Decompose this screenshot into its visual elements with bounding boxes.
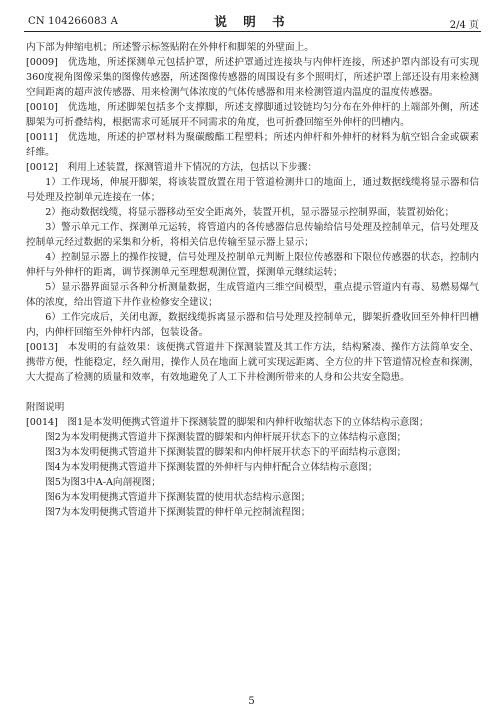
step-5: 5）显示器界面显示各种分析测量数据，生成管道内三维空间模型，重点提示管道内有毒、易燃易爆气体的浓度，给出管道下井作业检修安全建议； (26, 282, 479, 308)
figure-2-description: 图2为本发明便携式管道井下探测装置的脚架和内伸杆展开状态下的立体结构示意图； (45, 432, 407, 443)
document-title: 说 明 书 (214, 14, 291, 29)
step-3: 3）警示单元工作、探测单元运转，将管道内的各传感器信息传输给信号处理及控制单元，信号处理及控制单元经过数据的采集和分析，将相关信息传输至显示器上显示； (26, 222, 479, 248)
paragraph-0013: [0013] 本发明的有益效果：该便携式管道井下探测装置及其工作方法，结构紧凑、操作方法简单安全、携带方便，性能稳定，经久耐用，操作人员在地面上就可实现远距离、全方位的井下管道情况检查和探测，大大提高了检测的质量和效率，有效地避免了人工下井检测所带来的人身和公共安全隐患。 (26, 342, 479, 383)
page-number: 5 (248, 696, 255, 707)
step-1: 1）工作现场，伸展开脚架，将该装置放置在用于管道检测井口的地面上，通过数据线缆将显示器和信号处理及控制单元连接在一体； (26, 177, 479, 203)
paragraph-0014: [0014] 图1是本发明便携式管道井下探测装置的脚架和内伸杆收缩状态下的立体结构示意图； (26, 417, 429, 428)
figure-7-description: 图7为本发明便携式管道井下探测装置的伸杆单元控制流程图； (45, 507, 311, 518)
publication-number: CN 104266083 A (28, 16, 119, 27)
paragraph-0012: [0012] 利用上述装置，探测管道井下情况的方法，包括以下步骤： (26, 162, 317, 173)
header-divider (24, 31, 481, 32)
step-2: 2）拖动数据线缆，将显示器移动至安全距离外，装置开机，显示器显示控制界面，装置初始化； (45, 207, 455, 218)
page-header (24, 8, 481, 30)
paragraph-0011: [0011] 优选地，所述的护罩材料为聚碳酸酯工程塑料；所述内伸杆和外伸杆的材料为航空铝合金或碳素纤维。 (26, 132, 479, 158)
figure-6-description: 图6为本发明便携式管道井下探测装置的使用状态结构示意图； (45, 492, 311, 503)
step-6: 6）工作完成后，关闭电源，数据线缆拆离显示器和信号处理及控制单元，脚架折叠收回至外伸杆凹槽内，内伸杆回缩至外伸杆内部，包装设备。 (26, 312, 479, 338)
section-title-drawings: 附图说明 (26, 402, 65, 413)
step-4: 4）控制显示器上的操作按键，信号处理及控制单元判断上限位传感器和下限位传感器的状态，控制内伸杆与外伸杆的距离，调节探测单元至理想观测位置，探测单元继续运转； (26, 252, 479, 278)
page-indicator: 2/4 页 (449, 20, 479, 31)
paragraph-0009: [0009] 优选地，所述探测单元包括护罩，所述护罩通过连接块与内伸杆连接，所述护罩内部设有可实现360度视角图像采集的图像传感器，所述图像传感器的周围设有多个照明灯，所述护罩上部还设有用来检测空间距离的超声波传感器、用来检测气体浓度的气体传感器和用来检测管道内温度的温度传感器。 (26, 57, 479, 98)
section-gap (26, 385, 479, 400)
figure-3-description: 图3为本发明便携式管道井下探测装置的脚架和内伸杆展开状态下的平面结构示意图； (45, 447, 407, 458)
paragraph-continuation: 内下部为伸缩电机；所述警示标签贴附在外伸杆和脚架的外壁面上。 (26, 42, 314, 53)
figure-5-description: 图5为图3中A-A向剖视图； (45, 477, 161, 488)
paragraph-0010: [0010] 优选地，所述脚架包括多个支撑脚，所述支撑脚通过铰链均匀分布在外伸杆的上端部外侧，所述脚架为可折叠结构，根据需求可延展开不同需求的角度，也可折叠回缩至外伸杆的凹槽内。 (26, 102, 479, 128)
document-body (26, 40, 479, 520)
figure-4-description: 图4为本发明便携式管道井下探测装置的外伸杆与内伸杆配合立体结构示意图； (45, 462, 378, 473)
